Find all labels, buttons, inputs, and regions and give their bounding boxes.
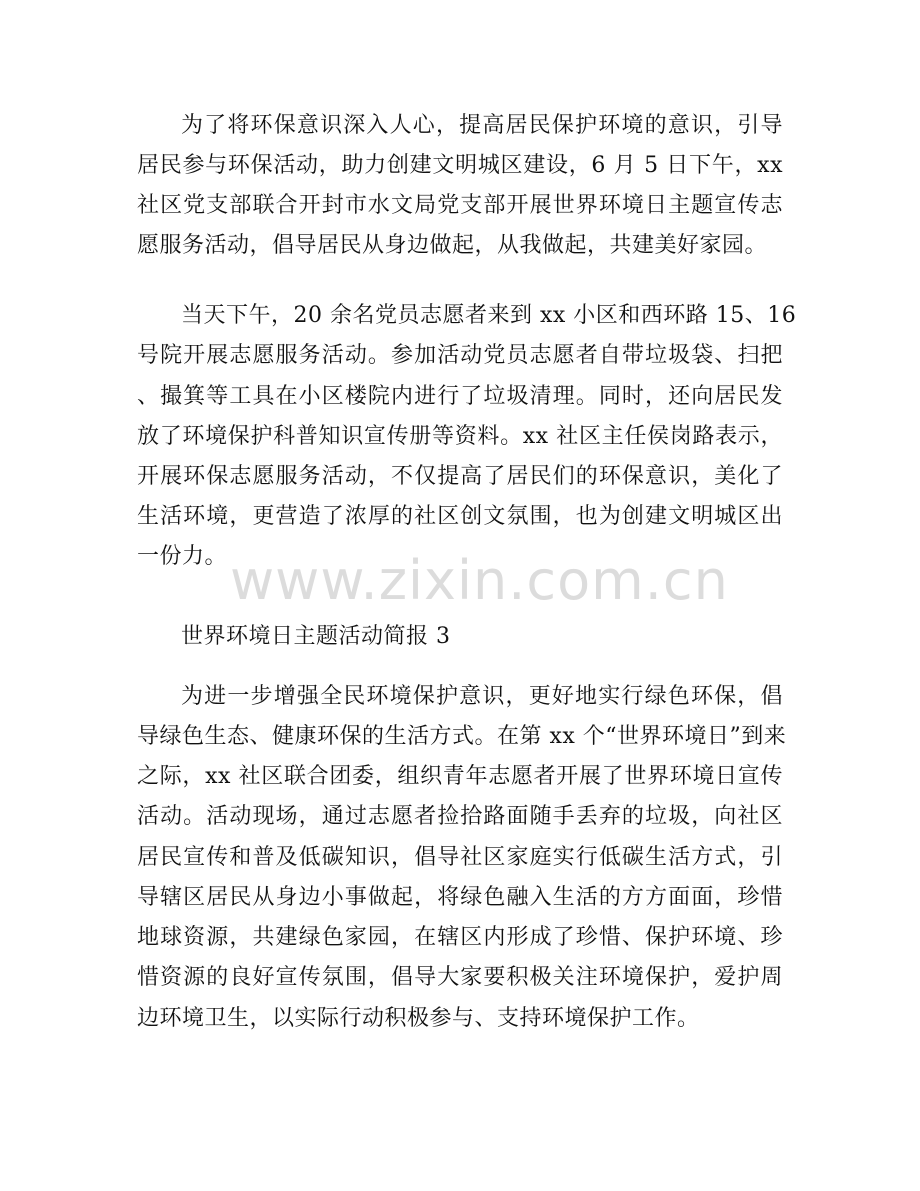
paragraph-2-line-6: 生活环境，更营造了浓厚的社区创文氛围，也为创建文明城区出 — [137, 504, 783, 529]
paragraph-1-line-1: 为了将环保意识深入人心，提高居民保护环境的意识，引导 — [181, 113, 783, 138]
paragraph-3-line-6: 导辖区居民从身边小事做起，将绿色融入生活的方方面面，珍惜 — [137, 885, 783, 910]
paragraph-3-line-7: 地球资源，共建绿色家园，在辖区内形成了珍惜、保护环境、珍 — [137, 925, 783, 950]
paragraph-2-line-3: 、撮箕等工具在小区楼院内进行了垃圾清理。同时，还向居民发 — [137, 384, 783, 409]
paragraph-2-line-5: 开展环保志愿服务活动，不仅提高了居民们的环保意识，美化了 — [137, 464, 783, 489]
paragraph-3-line-4: 活动。活动现场，通过志愿者捡拾路面随手丢弃的垃圾，向社区 — [137, 804, 783, 829]
paragraph-1-line-4: 愿服务活动，倡导居民从身边做起，从我做起，共建美好家园。 — [137, 233, 768, 258]
paragraph-2-line-4: 放了环境保护科普知识宣传册等资料。xx 社区主任侯岗路表示， — [137, 424, 783, 449]
paragraph-3-line-8: 惜资源的良好宣传氛围，倡导大家要积极关注环境保护，爱护周 — [137, 965, 783, 990]
paragraph-3-line-1: 为进一步增强全民环境保护意识，更好地实行绿色环保，倡 — [181, 684, 783, 709]
paragraph-3-line-9: 边环境卫生，以实际行动积极参与、支持环境保护工作。 — [137, 1006, 700, 1031]
paragraph-1-line-3: 社区党支部联合开封市水文局党支部开展世界环境日主题宣传志 — [137, 193, 783, 218]
paragraph-2-line-1: 当天下午，20 余名党员志愿者来到 xx 小区和西环路 15、16 — [181, 303, 797, 328]
paragraph-2-line-7: 一份力。 — [137, 544, 228, 569]
paragraph-1-line-2: 居民参与环保活动，助力创建文明城区建设，6 月 5 日下午，xx — [137, 153, 783, 178]
watermark: www.zixin.com.cn — [230, 549, 729, 612]
paragraph-2-line-2: 号院开展志愿服务活动。参加活动党员志愿者自带垃圾袋、扫把 — [137, 343, 783, 368]
paragraph-3-line-5: 居民宣传和普及低碳知识，倡导社区家庭实行低碳生活方式，引 — [137, 845, 783, 870]
paragraph-3-line-3: 之际，xx 社区联合团委，组织青年志愿者开展了世界环境日宣传 — [137, 764, 783, 789]
paragraph-3-line-2: 导绿色生态、健康环保的生活方式。在第 xx 个“世界环境日”到来 — [137, 724, 787, 749]
section-heading: 世界环境日主题活动简报 3 — [181, 624, 451, 649]
